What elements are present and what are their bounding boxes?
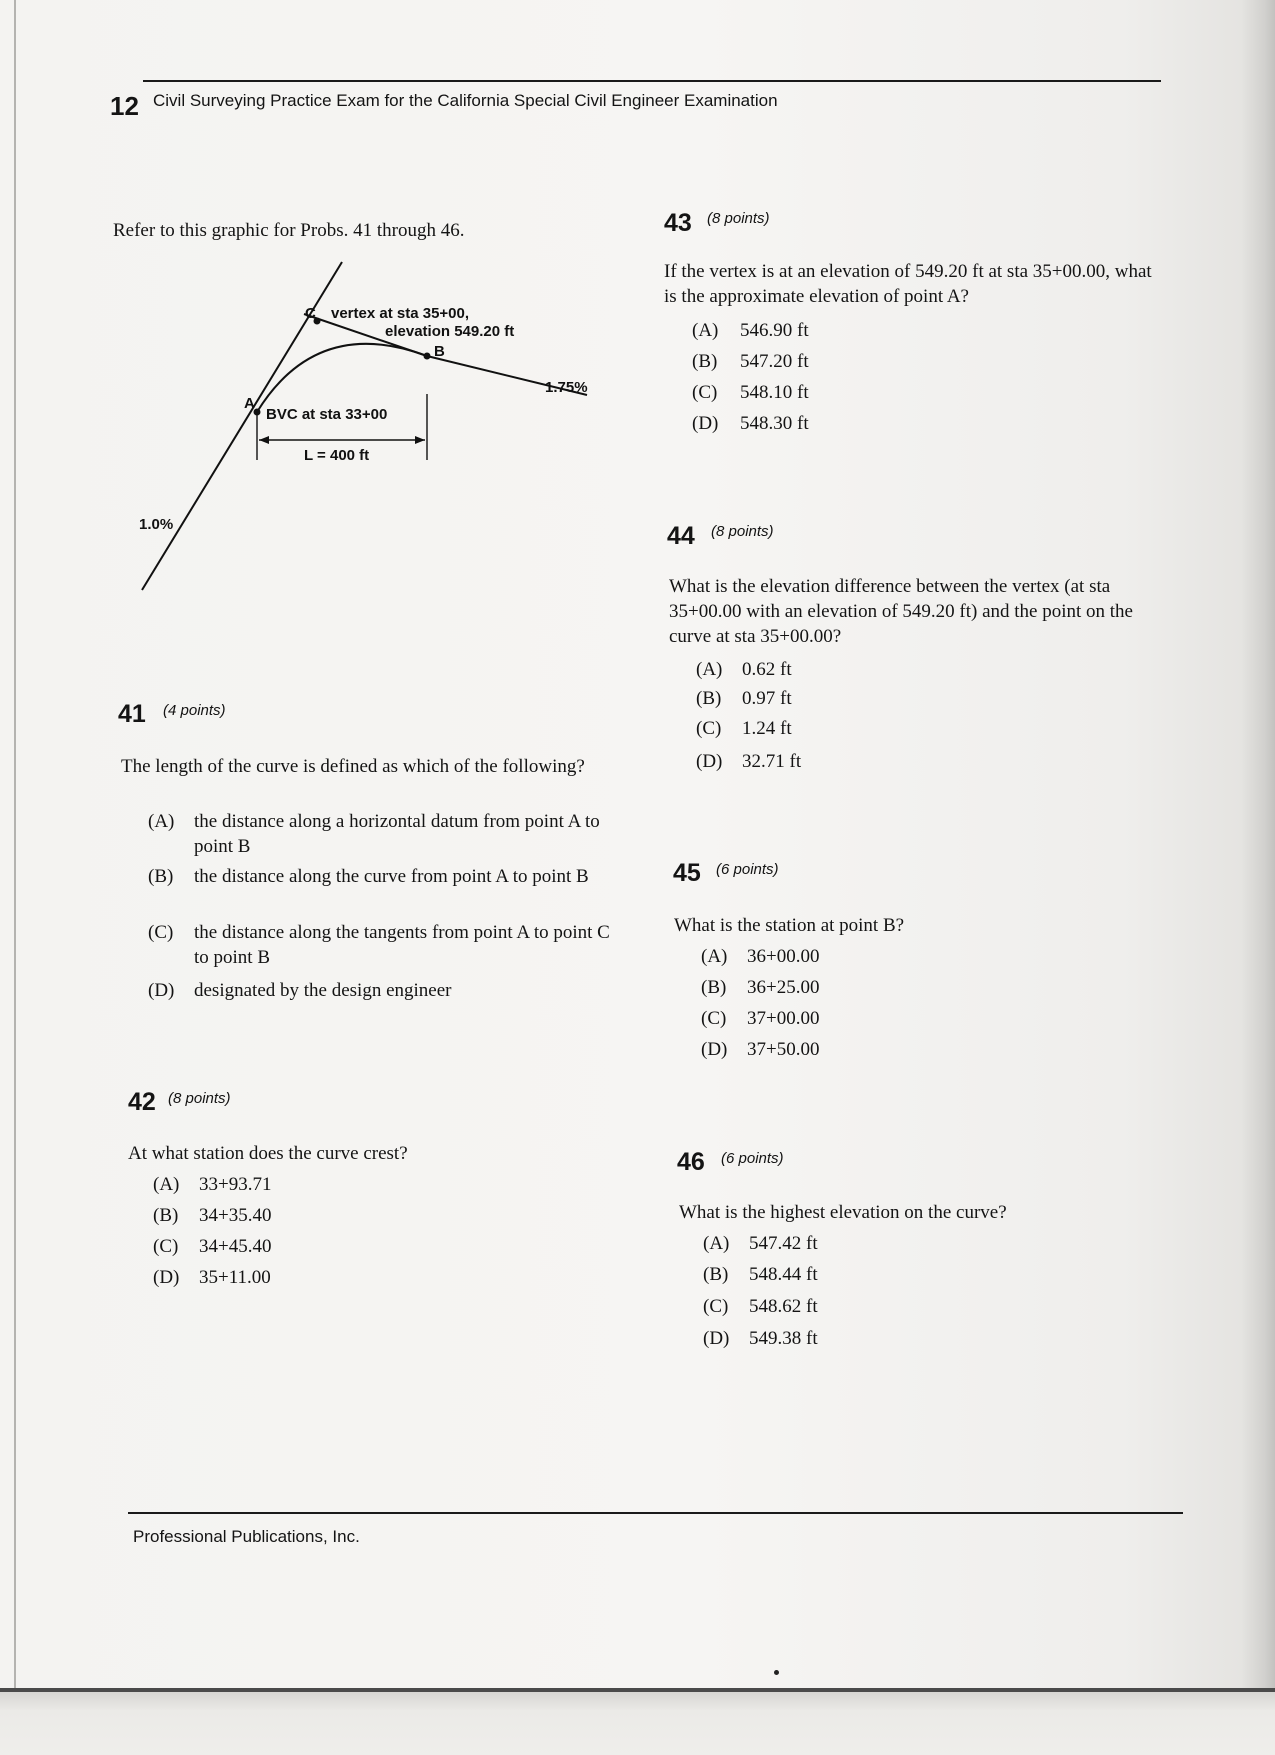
problem-44-option-c[interactable] bbox=[696, 716, 936, 742]
option-letter: (D) bbox=[696, 751, 723, 772]
grade-in-label: 1.0% bbox=[139, 516, 174, 533]
option-text: 1.24 ft bbox=[742, 718, 792, 739]
option-letter: (B) bbox=[696, 688, 722, 709]
option-text: 37+50.00 bbox=[747, 1039, 820, 1060]
problem-42-option-a[interactable] bbox=[153, 1172, 393, 1198]
problem-43-option-c[interactable] bbox=[692, 380, 932, 406]
option-text: 34+35.40 bbox=[199, 1205, 272, 1226]
option-text: 547.42 ft bbox=[749, 1233, 818, 1254]
option-text: designated by the design engineer bbox=[194, 980, 452, 1001]
problem-43-option-a[interactable] bbox=[692, 318, 932, 344]
problem-44-option-d[interactable] bbox=[696, 749, 936, 775]
problem-44-option-b[interactable] bbox=[696, 686, 936, 712]
option-text: 0.62 ft bbox=[742, 659, 792, 680]
problem-45-option-b[interactable] bbox=[701, 975, 941, 1001]
option-text: 0.97 ft bbox=[742, 688, 792, 709]
point-a-label: A bbox=[244, 395, 255, 412]
problem-45-stem: What is the station at point B? bbox=[674, 915, 905, 936]
option-text: the distance along a horizontal datum from point A to point B bbox=[194, 811, 600, 857]
problem-44-number: 44 bbox=[667, 522, 695, 550]
problem-41-option-b[interactable] bbox=[148, 864, 628, 916]
problem-46-stem: What is the highest elevation on the curve? bbox=[679, 1202, 1007, 1223]
problem-46-points: (6 points) bbox=[721, 1150, 784, 1167]
option-text: the distance along the tangents from point A to point C to point B bbox=[194, 922, 610, 968]
problem-45-option-a[interactable] bbox=[701, 944, 941, 970]
option-text: 546.90 ft bbox=[740, 320, 809, 341]
problem-42-option-c[interactable] bbox=[153, 1234, 393, 1260]
point-c-label: C bbox=[305, 305, 316, 322]
problem-45-option-c[interactable] bbox=[701, 1006, 941, 1032]
problem-44-option-a[interactable] bbox=[696, 657, 936, 683]
problem-43-number: 43 bbox=[664, 209, 692, 237]
problem-41-points: (4 points) bbox=[163, 702, 226, 719]
problem-42-number: 42 bbox=[128, 1088, 156, 1116]
problem-42-option-d[interactable] bbox=[153, 1265, 393, 1291]
option-letter: (C) bbox=[148, 922, 174, 943]
vertex-elevation-label: elevation 549.20 ft bbox=[385, 323, 515, 340]
problem-46-option-d[interactable] bbox=[703, 1326, 943, 1352]
option-text: 36+25.00 bbox=[747, 977, 820, 998]
point-b-label: B bbox=[434, 343, 445, 360]
option-letter: (C) bbox=[692, 382, 718, 403]
problem-45-points: (6 points) bbox=[716, 861, 779, 878]
problem-46-number: 46 bbox=[677, 1148, 705, 1176]
bvc-label: BVC at sta 33+00 bbox=[266, 406, 388, 423]
option-letter: (D) bbox=[703, 1328, 730, 1349]
option-text: 548.62 ft bbox=[749, 1296, 818, 1317]
footer-rule bbox=[128, 1512, 1183, 1514]
problem-45-option-d[interactable] bbox=[701, 1037, 941, 1063]
option-letter: (A) bbox=[703, 1233, 730, 1254]
problem-43-option-d[interactable] bbox=[692, 411, 932, 437]
option-text: the distance along the curve from point A to point B bbox=[194, 866, 589, 887]
problem-46-option-b[interactable] bbox=[703, 1262, 943, 1288]
option-letter: (D) bbox=[692, 413, 719, 434]
option-letter: (A) bbox=[148, 811, 175, 832]
page-shadow bbox=[1241, 0, 1275, 1755]
problem-43-points: (8 points) bbox=[707, 210, 770, 227]
vertical-curve bbox=[257, 344, 427, 412]
problem-44-points: (8 points) bbox=[711, 523, 774, 540]
figure-intro: Refer to this graphic for Probs. 41 through 46. bbox=[113, 220, 465, 241]
problem-41-number: 41 bbox=[118, 700, 146, 728]
option-letter: (D) bbox=[701, 1039, 728, 1060]
page-number: 12 bbox=[110, 91, 139, 121]
option-text: 36+00.00 bbox=[747, 946, 820, 967]
option-letter: (C) bbox=[703, 1296, 729, 1317]
option-letter: (C) bbox=[701, 1008, 727, 1029]
problem-45-number: 45 bbox=[673, 859, 701, 887]
length-label: L = 400 ft bbox=[304, 447, 370, 464]
option-letter: (D) bbox=[148, 980, 175, 1001]
option-letter: (C) bbox=[153, 1236, 179, 1257]
problem-41-option-a[interactable] bbox=[148, 809, 628, 861]
option-text: 34+45.40 bbox=[199, 1236, 272, 1257]
option-letter: (B) bbox=[153, 1205, 179, 1226]
option-text: 548.44 ft bbox=[749, 1264, 818, 1285]
page-bottom-margin bbox=[0, 1692, 1275, 1755]
option-letter: (B) bbox=[692, 351, 718, 372]
problem-41-option-c[interactable] bbox=[148, 920, 628, 972]
problem-46-option-c[interactable] bbox=[703, 1294, 943, 1320]
problem-42-option-b[interactable] bbox=[153, 1203, 393, 1229]
point-b-marker bbox=[424, 353, 431, 360]
vertical-curve-figure bbox=[0, 0, 700, 600]
dimension-arrow-right bbox=[415, 436, 425, 444]
option-letter: (B) bbox=[703, 1264, 729, 1285]
option-letter: (D) bbox=[153, 1267, 180, 1288]
option-letter: (B) bbox=[701, 977, 727, 998]
option-text: 548.10 ft bbox=[740, 382, 809, 403]
option-letter: (B) bbox=[148, 866, 174, 887]
option-letter: (A) bbox=[701, 946, 728, 967]
option-text: 547.20 ft bbox=[740, 351, 809, 372]
option-letter: (A) bbox=[153, 1174, 180, 1195]
option-text: 35+11.00 bbox=[199, 1267, 271, 1288]
problem-46-option-a[interactable] bbox=[703, 1231, 943, 1257]
option-text: 33+93.71 bbox=[199, 1174, 272, 1195]
option-letter: (C) bbox=[696, 718, 722, 739]
problem-42-stem: At what station does the curve crest? bbox=[128, 1143, 408, 1164]
dimension-arrow-left bbox=[259, 436, 269, 444]
page-header-title: Civil Surveying Practice Exam for the California Special Civil Engineer Examination bbox=[153, 91, 778, 110]
publisher-footer: Professional Publications, Inc. bbox=[133, 1527, 360, 1546]
problem-41-option-d[interactable] bbox=[148, 978, 628, 1004]
vertex-station-label: vertex at sta 35+00, bbox=[331, 305, 470, 322]
stray-mark bbox=[774, 1670, 779, 1675]
option-text: 548.30 ft bbox=[740, 413, 809, 434]
problem-43-stem: If the vertex is at an elevation of 549.20 ft at sta 35+00.00, what is the approximate elevation of point A? bbox=[664, 261, 1152, 307]
option-text: 37+00.00 bbox=[747, 1008, 820, 1029]
problem-44-stem: What is the elevation difference between the vertex (at sta 35+00.00 with an elevation of 549.20 ft) and the point on the curve at sta 35+00.00? bbox=[669, 576, 1133, 647]
problem-41-stem: The length of the curve is defined as which of the following? bbox=[121, 756, 585, 777]
option-letter: (A) bbox=[692, 320, 719, 341]
problem-42-points: (8 points) bbox=[168, 1090, 231, 1107]
option-text: 32.71 ft bbox=[742, 751, 802, 772]
option-text: 549.38 ft bbox=[749, 1328, 818, 1349]
problem-43-option-b[interactable] bbox=[692, 349, 932, 375]
option-letter: (A) bbox=[696, 659, 723, 680]
grade-out-label: 1.75% bbox=[545, 379, 588, 396]
